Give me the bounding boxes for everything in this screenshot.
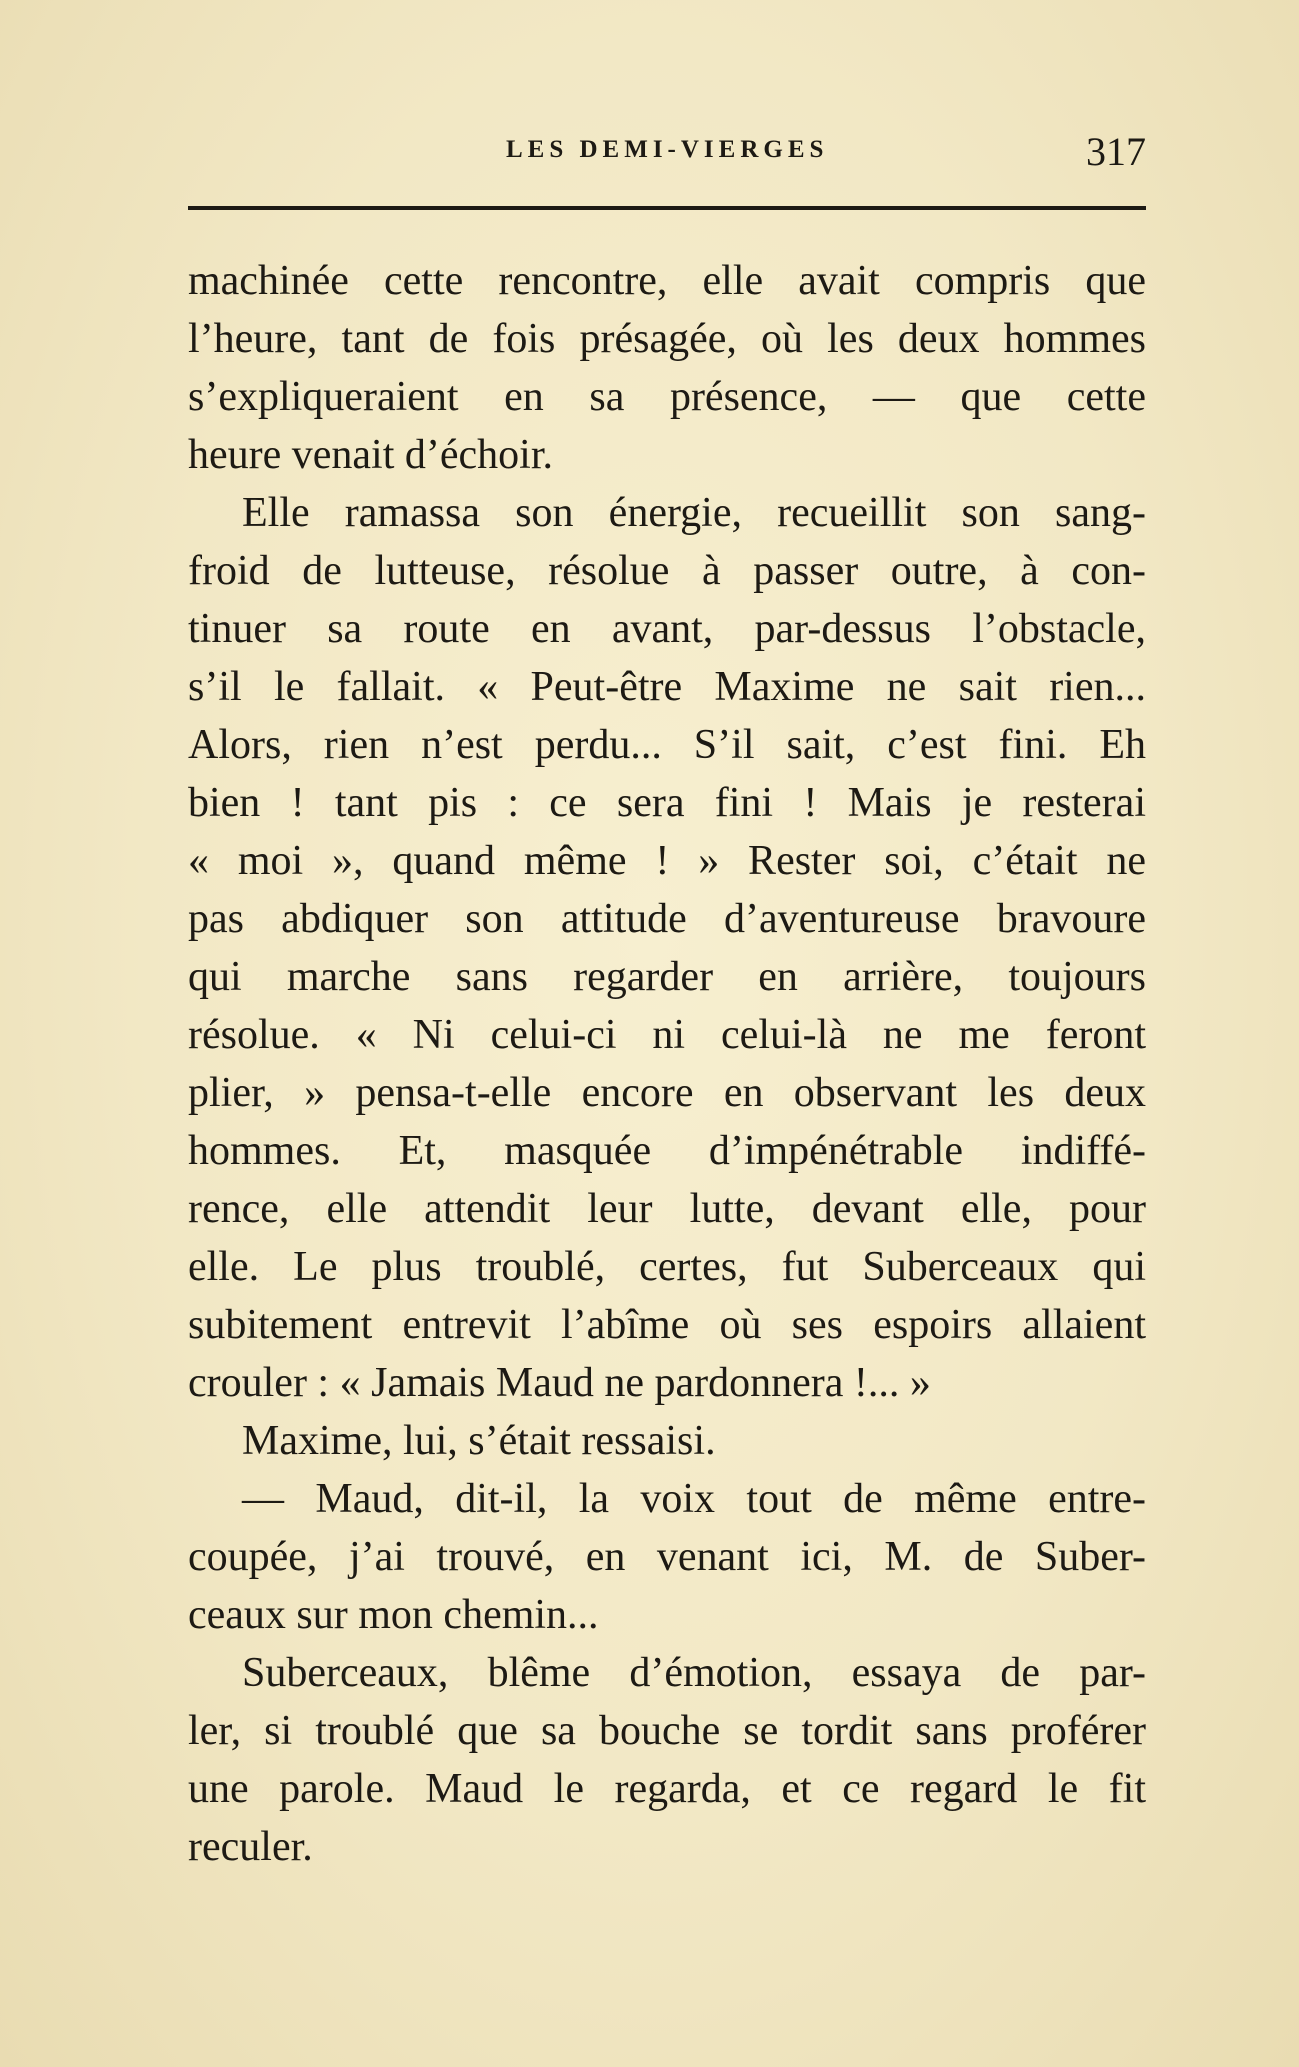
text-line: elle. Le plus troublé, certes, fut Suberceaux qui [188,1244,1146,1290]
text-line: ceaux sur mon chemin... [188,1592,599,1638]
text-line: machinée cette rencontre, elle avait compris que [188,258,1146,304]
text-line: reculer. [188,1824,313,1870]
running-head [188,128,1146,188]
text-line: l’heure, tant de fois présagée, où les deux hommes [188,316,1146,362]
text-line: qui marche sans regarder en arrière, toujours [188,954,1146,1000]
text-line: s’expliqueraient en sa présence, — que cette [188,374,1146,420]
text-line: tinuer sa route en avant, par-dessus l’obstacle, [188,606,1146,652]
text-line: crouler : « Jamais Maud ne pardonnera !... » [188,1360,931,1406]
header-rule [188,206,1146,210]
text-line: résolue. « Ni celui-ci ni celui-là ne me feront [188,1012,1146,1058]
body-text [188,252,1146,1876]
text-line: froid de lutteuse, résolue à passer outre, à con- [188,548,1146,594]
text-line: s’il le fallait. « Peut-être Maxime ne sait rien... [188,664,1146,710]
text-line: coupée, j’ai trouvé, en venant ici, M. de Suber- [188,1534,1146,1580]
page-number: 317 [1086,129,1146,174]
text-line: Elle ramassa son énergie, recueillit son sang- [242,490,1146,536]
text-line: « moi », quand même ! » Rester soi, c’était ne [188,838,1146,884]
running-title: LES DEMI-VIERGES [506,136,829,163]
text-line: plier, » pensa-t-elle encore en observant les deux [188,1070,1146,1116]
text-line: subitement entrevit l’abîme où ses espoirs allaient [188,1302,1146,1348]
text-line: Alors, rien n’est perdu... S’il sait, c’est fini. Eh [188,722,1146,768]
text-line: heure venait d’échoir. [188,432,553,478]
text-line: — Maud, dit-il, la voix tout de même entre- [242,1476,1146,1522]
text-line: rence, elle attendit leur lutte, devant elle, pour [188,1186,1146,1232]
text-line: pas abdiquer son attitude d’aventureuse bravoure [188,896,1146,942]
text-line: Suberceaux, blême d’émotion, essaya de par- [242,1650,1146,1696]
text-line: hommes. Et, masquée d’impénétrable indiffé- [188,1128,1146,1174]
text-line: ler, si troublé que sa bouche se tordit sans proférer [188,1708,1146,1754]
text-line: bien ! tant pis : ce sera fini ! Mais je resterai [188,780,1146,826]
text-line: Maxime, lui, s’était ressaisi. [242,1418,716,1464]
text-line: une parole. Maud le regarda, et ce regard le fit [188,1766,1146,1812]
